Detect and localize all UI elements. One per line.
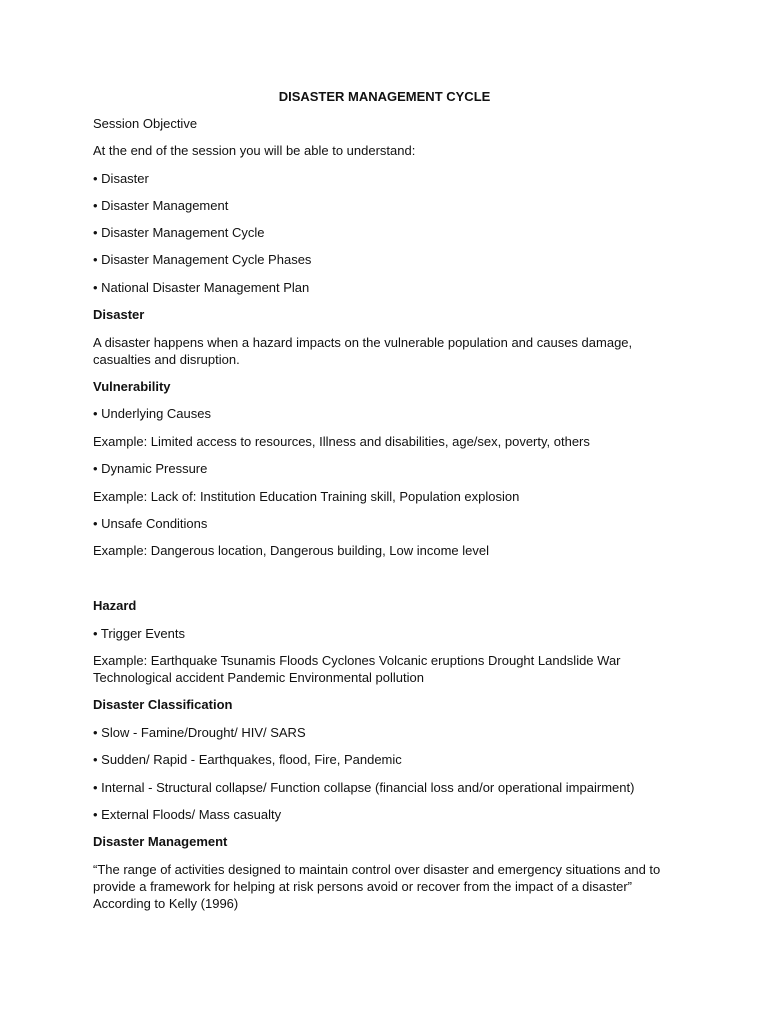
- classification-heading: Disaster Classification: [93, 697, 233, 712]
- disaster-heading: Disaster: [93, 307, 145, 322]
- classification-item: • Slow - Famine/Drought/ HIV/ SARS: [93, 725, 306, 740]
- intro-text: At the end of the session you will be able to understand:: [93, 143, 416, 158]
- hazard-heading: Hazard: [93, 598, 137, 613]
- classification-item: • Internal - Structural collapse/ Function collapse (financial loss and/or operational impairment): [93, 780, 635, 795]
- vulnerability-heading: Vulnerability: [93, 379, 171, 394]
- objective-item: • Disaster: [93, 171, 149, 186]
- classification-item: • Sudden/ Rapid - Earthquakes, flood, Fire, Pandemic: [93, 752, 402, 767]
- vulnerability-item: • Dynamic Pressure: [93, 461, 208, 476]
- classification-item: • External Floods/ Mass casualty: [93, 807, 282, 822]
- objective-item: • Disaster Management: [93, 198, 229, 213]
- hazard-example: Example: Earthquake Tsunamis Floods Cyclones Volcanic eruptions Drought Landslide War Technological accident Pandemic Environmental pollution: [93, 653, 621, 685]
- vulnerability-example: Example: Limited access to resources, Illness and disabilities, age/sex, poverty, others: [93, 434, 590, 449]
- management-quote: “The range of activities designed to maintain control over disaster and emergency situations and to provide a framework for helping at risk persons avoid or recover from the impact of a disaster” According to Kelly (1996): [93, 862, 661, 911]
- session-objective-label: Session Objective: [93, 116, 198, 131]
- management-heading: Disaster Management: [93, 834, 228, 849]
- objective-item: • National Disaster Management Plan: [93, 280, 310, 295]
- vulnerability-item: • Unsafe Conditions: [93, 516, 208, 531]
- document-page: [93, 0, 683, 1024]
- disaster-definition: A disaster happens when a hazard impacts on the vulnerable population and causes damage, casualties and disruption.: [93, 335, 633, 367]
- document-title: DISASTER MANAGEMENT CYCLE: [278, 89, 491, 104]
- objective-item: • Disaster Management Cycle Phases: [93, 252, 312, 267]
- objective-item: • Disaster Management Cycle: [93, 225, 265, 240]
- vulnerability-item: • Underlying Causes: [93, 406, 211, 421]
- vulnerability-example: Example: Lack of: Institution Education Training skill, Population explosion: [93, 489, 520, 504]
- hazard-trigger: • Trigger Events: [93, 626, 185, 641]
- vulnerability-example: Example: Dangerous location, Dangerous building, Low income level: [93, 543, 490, 558]
